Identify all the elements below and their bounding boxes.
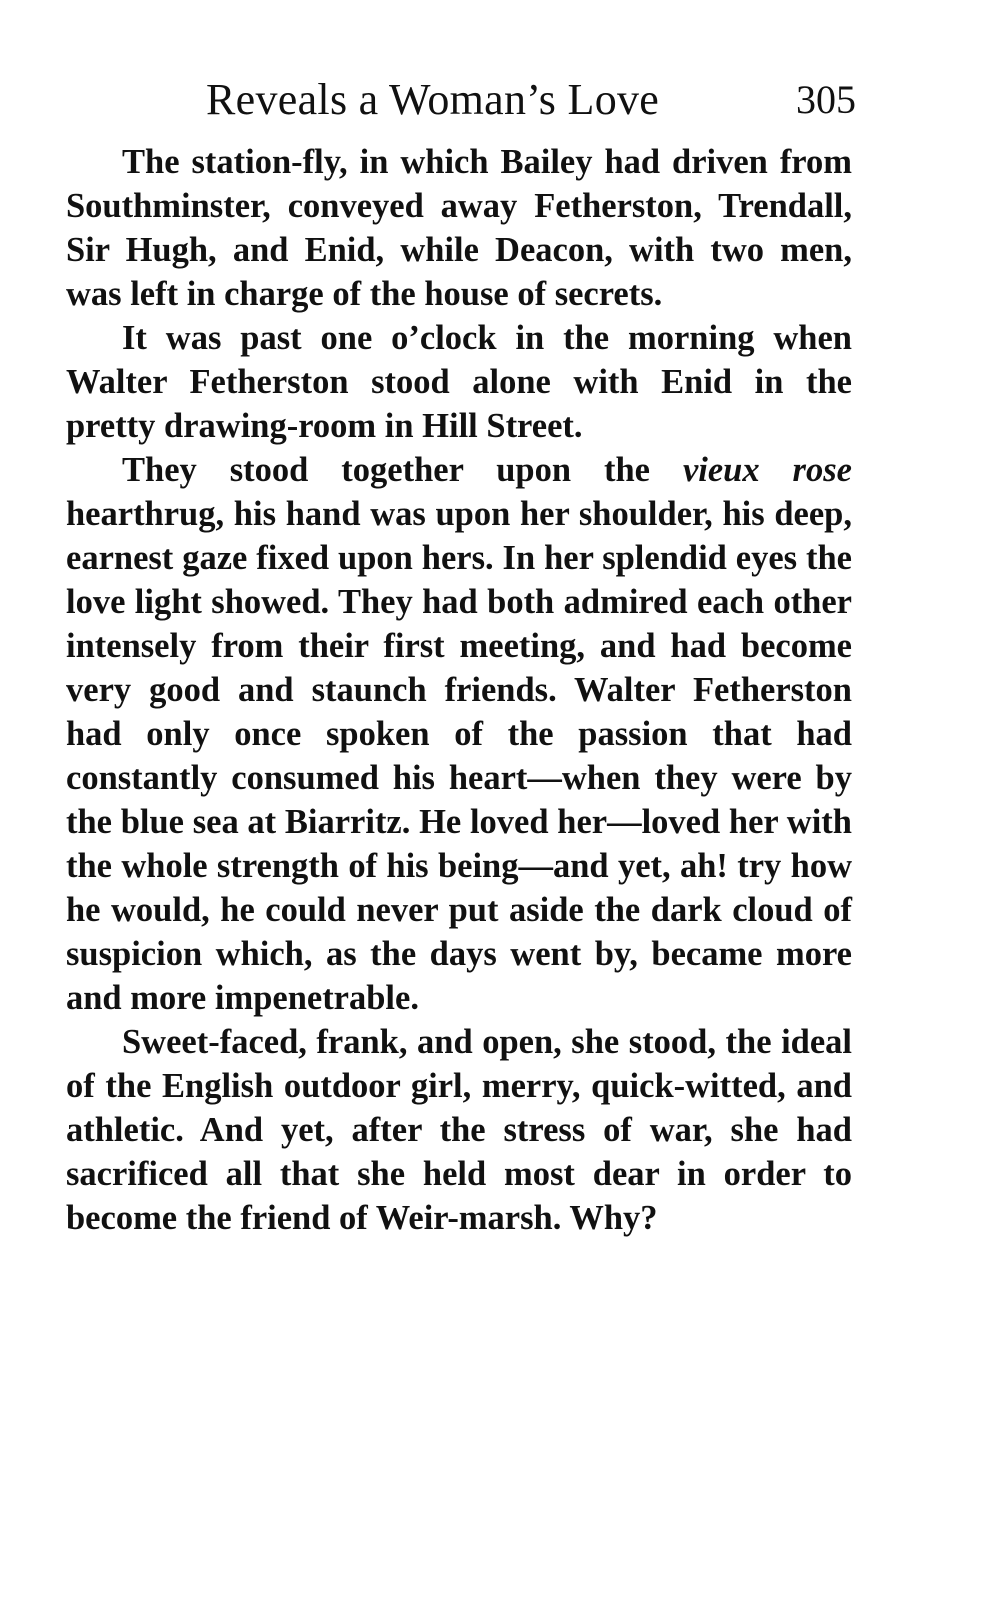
paragraph-1: The station-fly, in which Bailey had driven from Southminster, conveyed away Fetherston, Trendall, Sir Hugh, and Enid, while Deacon, with two men, was left in charge of the house of secrets. [66,143,852,313]
paragraph-3-text-end: hearthrug, his hand was upon her shoulder, his deep, earnest gaze fixed upon hers. In her splendid eyes the love light showed. They had both admired each other intensely from their first meeting, and had become very good and staunch friends. Walter Fetherston had only once spoken of the passion that had constantly consumed his heart—when they were by the blue sea at Biarritz. He loved her—loved her with the whole strength of his being—and yet, ah! try how he would, he could never put aside the dark cloud of suspicion which, as the days went by, became more and more impenetrable. [66,495,852,1017]
page-number: 305 [796,77,856,122]
paragraph-2: It was past one o’clock in the morning when Walter Fetherston stood alone with Enid in the pretty drawing-room in Hill Street. [66,319,852,445]
italic-phrase: vieux rose [682,451,852,489]
paragraph-3-text-start: They stood together upon the [122,451,683,489]
running-head [66,70,856,130]
body-text [66,140,852,1240]
chapter-title: Reveals a Woman’s Love [206,75,660,124]
paragraph-3 [66,448,852,1020]
paragraph-4: Sweet-faced, frank, and open, she stood, the ideal of the English outdoor girl, merry, quick-witted, and athletic. And yet, after the stress of war, she had sacrificed all that she held most dear in order to become the friend of Weir-marsh. Why? [66,1023,852,1237]
